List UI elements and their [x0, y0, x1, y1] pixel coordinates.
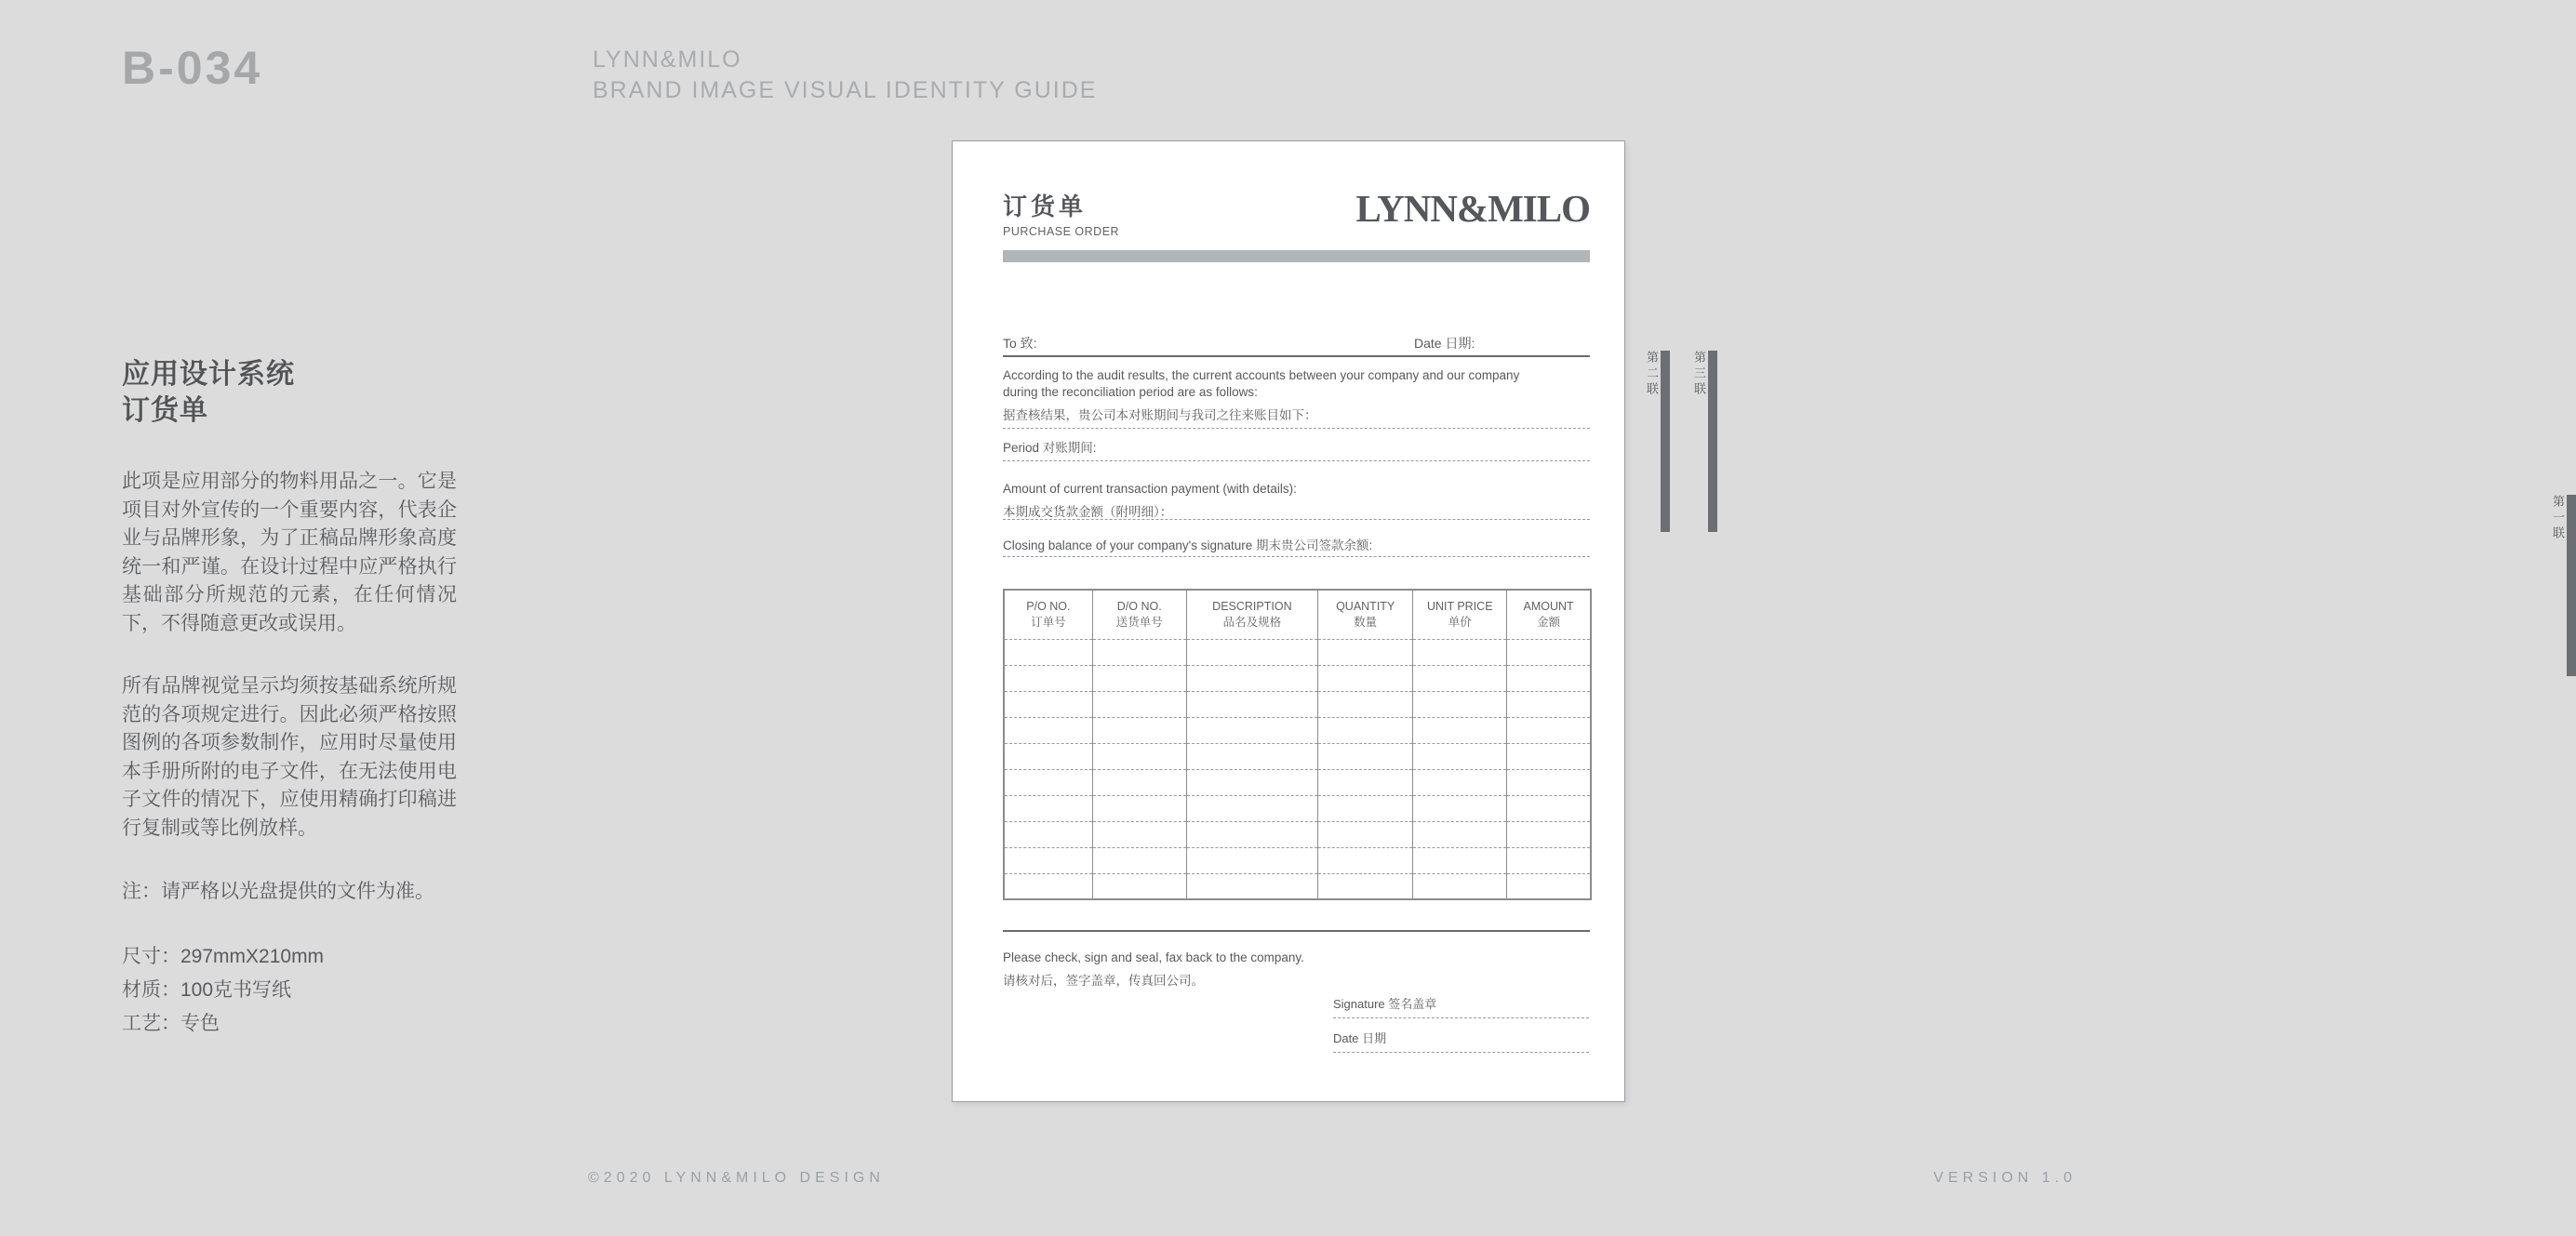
- empty-order-row: [1004, 639, 1591, 665]
- table-footer-rule: [1003, 930, 1590, 932]
- empty-cell: [1413, 769, 1507, 795]
- spec-size: 尺寸：297mmX210mm: [122, 945, 325, 967]
- column-header: QUANTITY 数量: [1318, 590, 1413, 639]
- amount-label-zh: 本期成交货款金额（附明细）：: [1003, 505, 1173, 519]
- description-paragraph-1: 此项是应用部分的物料用品之一。它是项目对外宣传的一个重要内容，代表企业与品牌形象，为了正稿品牌形象高度统一和严谨。在设计过程中应严格执行基础部分所规范的元素，在任何情况下，不得随意更改或误用。: [122, 471, 457, 634]
- empty-order-row: [1004, 743, 1591, 769]
- empty-cell: [1004, 639, 1092, 665]
- to-date-underline: [1003, 355, 1590, 357]
- empty-cell: [1318, 821, 1413, 847]
- signature-fill-line: [1333, 1017, 1589, 1018]
- empty-cell: [1092, 873, 1186, 899]
- empty-cell: [1413, 847, 1507, 873]
- empty-cell: [1004, 691, 1092, 717]
- empty-cell: [1318, 743, 1413, 769]
- empty-cell: [1318, 639, 1413, 665]
- section-title: [122, 356, 457, 429]
- copy-strip-3-bar: [1708, 351, 1717, 532]
- column-header: AMOUNT 金额: [1507, 590, 1591, 639]
- header-rule-bar: [1003, 250, 1590, 262]
- empty-order-row: [1004, 795, 1591, 821]
- empty-cell: [1507, 795, 1591, 821]
- form-title: [1003, 188, 1119, 238]
- empty-cell: [1507, 691, 1591, 717]
- spec-material: 材质：100克书写纸: [122, 978, 292, 1001]
- signature-block: [1333, 994, 1589, 1063]
- empty-cell: [1004, 821, 1092, 847]
- empty-cell: [1507, 665, 1591, 691]
- empty-cell: [1507, 847, 1591, 873]
- empty-cell: [1318, 691, 1413, 717]
- empty-cell: [1507, 769, 1591, 795]
- copy-strip-3: [1693, 351, 1717, 532]
- copy-strip-3-label: 第三联: [1692, 351, 1706, 398]
- form-header: [1003, 188, 1590, 238]
- version-text: VERSION 1.0: [1933, 1170, 2076, 1186]
- date-field-label: Date 日期:: [1414, 336, 1475, 351]
- empty-cell: [1186, 743, 1317, 769]
- empty-cell: [1186, 795, 1317, 821]
- to-date-row: [1003, 334, 1590, 352]
- column-header: DESCRIPTION 品名及规格: [1186, 590, 1317, 639]
- spec-process: 工艺：专色: [122, 1012, 220, 1034]
- empty-cell: [1186, 821, 1317, 847]
- column-header: D/O NO. 送货单号: [1092, 590, 1186, 639]
- closing-balance-label: Closing balance of your company's signature 期末贵公司签款余额:: [1003, 538, 1373, 552]
- empty-order-row: [1004, 847, 1591, 873]
- description-paragraph-2: 所有品牌视觉呈示均须按基础系统所规范的各项规定进行。因此必须严格按照图例的各项参数制作，应用时尽量使用本手册所附的电子文件，在无法使用电子文件的情况下，应使用精确打印稿进行复制或等比例放样。: [122, 675, 457, 839]
- empty-cell: [1092, 691, 1186, 717]
- empty-cell: [1318, 873, 1413, 899]
- copy-strip-1-bar: [2567, 495, 2576, 676]
- signature-field-label: Signature 签名盖章: [1333, 997, 1437, 1011]
- empty-cell: [1413, 639, 1507, 665]
- copy-strip-1: [2552, 495, 2576, 676]
- empty-cell: [1318, 665, 1413, 691]
- guide-title: BRAND IMAGE VISUAL IDENTITY GUIDE: [593, 77, 1098, 103]
- empty-cell: [1004, 873, 1092, 899]
- empty-cell: [1186, 717, 1317, 743]
- empty-cell: [1092, 639, 1186, 665]
- description-note: 注：请严格以光盘提供的文件为准。: [122, 881, 434, 902]
- empty-cell: [1413, 691, 1507, 717]
- empty-cell: [1507, 873, 1591, 899]
- section-title-line2: 订货单: [122, 395, 208, 426]
- empty-cell: [1186, 665, 1317, 691]
- empty-cell: [1004, 847, 1092, 873]
- order-items-table: [1003, 589, 1592, 900]
- empty-cell: [1092, 847, 1186, 873]
- fax-instruction-zh: 请核对后，签字盖章，传真回公司。: [1003, 974, 1204, 988]
- empty-cell: [1507, 639, 1591, 665]
- empty-cell: [1318, 847, 1413, 873]
- empty-order-row: [1004, 717, 1591, 743]
- empty-cell: [1004, 743, 1092, 769]
- copyright-text: ©2020 LYNN&MILO DESIGN: [588, 1170, 885, 1186]
- page-code: B-034: [122, 42, 263, 94]
- empty-cell: [1413, 665, 1507, 691]
- empty-cell: [1413, 795, 1507, 821]
- to-field-label: To 致:: [1003, 336, 1037, 351]
- empty-order-row: [1004, 665, 1591, 691]
- sign-date-fill-line: [1333, 1052, 1589, 1053]
- empty-order-row: [1004, 769, 1591, 795]
- form-title-zh: 订货单: [1003, 193, 1088, 220]
- empty-cell: [1186, 639, 1317, 665]
- audit-statement-zh: 据查核结果，贵公司本对账期间与我司之往来账目如下：: [1003, 408, 1317, 422]
- empty-order-row: [1004, 821, 1591, 847]
- fill-line: [1003, 519, 1590, 520]
- period-field-label: Period 对账期间:: [1003, 441, 1097, 455]
- empty-cell: [1318, 717, 1413, 743]
- fax-instruction-en: Please check, sign and seal, fax back to the company.: [1003, 950, 1304, 964]
- empty-cell: [1004, 769, 1092, 795]
- copy-strip-2: [1646, 351, 1670, 532]
- empty-cell: [1004, 665, 1092, 691]
- fill-line: [1003, 460, 1590, 461]
- empty-cell: [1507, 717, 1591, 743]
- empty-cell: [1186, 769, 1317, 795]
- empty-cell: [1507, 743, 1591, 769]
- fill-line: [1003, 428, 1590, 429]
- empty-cell: [1186, 847, 1317, 873]
- form-title-en: PURCHASE ORDER: [1003, 225, 1120, 238]
- sign-date-field-label: Date 日期: [1333, 1031, 1387, 1045]
- guide-header: [593, 45, 1097, 106]
- empty-cell: [1092, 665, 1186, 691]
- empty-cell: [1092, 821, 1186, 847]
- spec-list: [122, 940, 457, 1041]
- column-header: P/O NO. 订单号: [1004, 590, 1092, 639]
- empty-cell: [1413, 873, 1507, 899]
- section-title-line1: 应用设计系统: [122, 359, 295, 390]
- empty-cell: [1318, 795, 1413, 821]
- empty-cell: [1186, 691, 1317, 717]
- description-panel: [122, 356, 457, 1041]
- empty-cell: [1413, 821, 1507, 847]
- empty-cell: [1413, 717, 1507, 743]
- amount-label-en: Amount of current transaction payment (with details):: [1003, 482, 1297, 496]
- empty-cell: [1318, 769, 1413, 795]
- empty-cell: [1004, 795, 1092, 821]
- table-header-row: [1004, 590, 1591, 639]
- column-header: UNIT PRICE 单价: [1413, 590, 1507, 639]
- empty-cell: [1092, 717, 1186, 743]
- brand-name: LYNN&MILO: [593, 47, 742, 73]
- empty-cell: [1507, 821, 1591, 847]
- audit-statement-en: According to the audit results, the current accounts between your company and our company during the reconciliation period are as follows:: [1003, 368, 1520, 399]
- empty-order-row: [1004, 691, 1591, 717]
- empty-cell: [1092, 795, 1186, 821]
- brand-logo: LYNN&MILO: [1355, 187, 1590, 230]
- copy-strip-1-label: 第一联: [2551, 495, 2565, 542]
- empty-order-row: [1004, 873, 1591, 899]
- empty-cell: [1092, 769, 1186, 795]
- empty-cell: [1092, 743, 1186, 769]
- empty-cell: [1413, 743, 1507, 769]
- empty-cell: [1004, 717, 1092, 743]
- fill-line: [1003, 556, 1590, 557]
- copy-strip-2-label: 第二联: [1645, 351, 1659, 398]
- empty-cell: [1186, 873, 1317, 899]
- copy-strip-2-bar: [1661, 351, 1670, 532]
